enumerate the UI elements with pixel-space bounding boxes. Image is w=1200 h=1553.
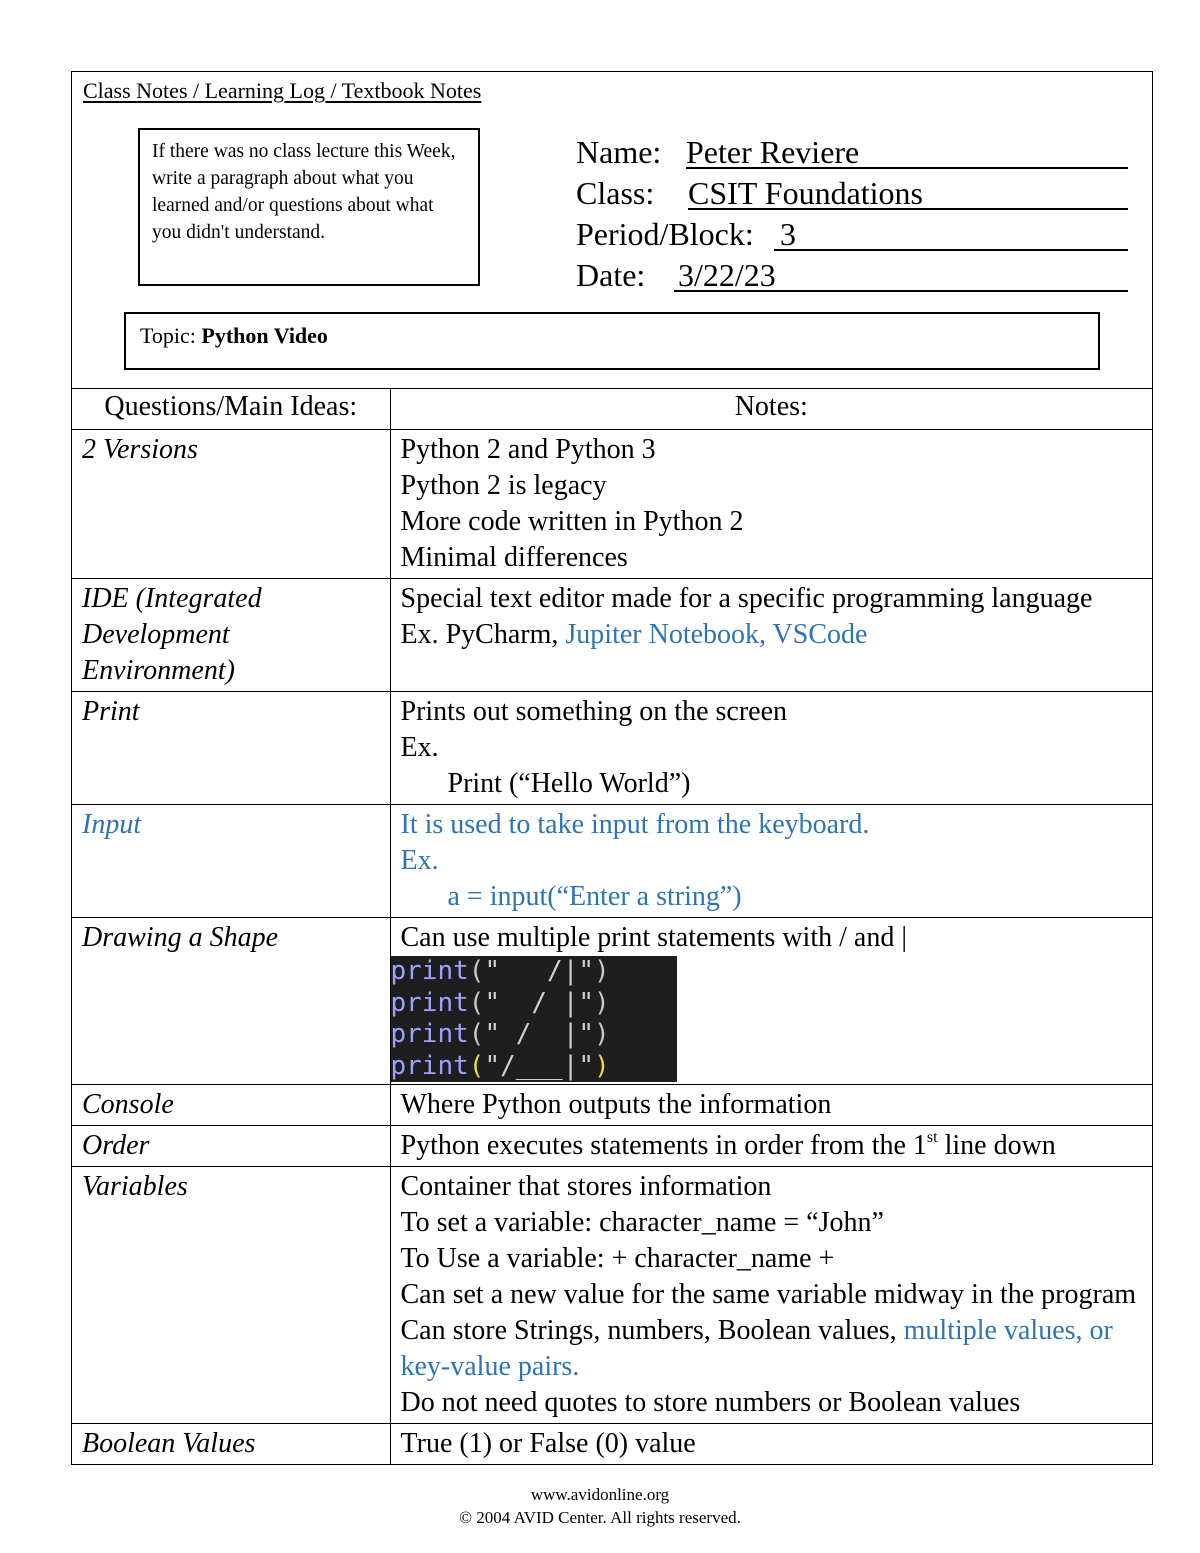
note-line: Can set a new value for the same variable midway in the program: [400, 1279, 1137, 1310]
note-line: Container that stores information: [400, 1171, 772, 1202]
table-row: [72, 805, 1152, 918]
name-row: [576, 132, 1128, 173]
code-screenshot: [391, 956, 677, 1082]
instruction-box: If there was no class lecture this Week, write a paragraph about what you learned and/or questions about what you didn't understand.: [138, 128, 480, 286]
notes-cell: [390, 579, 1152, 692]
sheet-header: [72, 72, 1152, 389]
note-line: Ex.: [400, 845, 439, 876]
note-line: [401, 617, 1143, 653]
note-line: Minimal differences: [400, 542, 628, 573]
footer-url: www.avidonline.org: [530, 1485, 670, 1504]
name-label: Name:: [576, 134, 662, 170]
code-line: print(" / |"): [390, 987, 610, 1018]
notes-column-header: Notes:: [390, 389, 1152, 430]
note-line: Can use multiple print statements with / and |: [400, 922, 907, 953]
period-value: 3: [780, 216, 796, 252]
notes-cell: [390, 1167, 1152, 1424]
table-row: [72, 579, 1152, 692]
table-row: [72, 1126, 1152, 1167]
table-row: [72, 1085, 1152, 1126]
class-label: Class:: [576, 175, 655, 211]
note-line: It is used to take input from the keyboard.: [400, 809, 870, 840]
code-line: print(" /|"): [390, 956, 610, 986]
questions-column-header: Questions/Main Ideas:: [72, 389, 390, 430]
note-line: Where Python outputs the information: [400, 1089, 832, 1120]
period-label: Period/Block:: [576, 216, 754, 252]
topic-label: Topic:: [140, 323, 196, 348]
date-row: [576, 255, 1128, 296]
note-line: Python 2 and Python 3: [400, 434, 656, 465]
code-line: print("/___|"): [390, 1050, 610, 1081]
main-idea-cell: Print: [72, 692, 390, 805]
class-underline: [688, 208, 1128, 210]
superscript: st: [926, 1128, 938, 1146]
name-value: Peter Reviere: [686, 134, 860, 170]
notes-cell: [390, 805, 1152, 918]
date-underline: [674, 290, 1128, 292]
notes-cell: [390, 1126, 1152, 1167]
note-line: a = input(“Enter a string”): [447, 881, 742, 912]
table-row: [72, 1167, 1152, 1424]
notes-table: [72, 389, 1152, 1464]
note-line: Can store Strings, numbers, Boolean values, multiple values, or key-value pairs.: [400, 1315, 1113, 1382]
main-idea-cell: Boolean Values: [72, 1424, 390, 1465]
notes-sheet: [71, 71, 1153, 1465]
main-idea-cell: Order: [72, 1126, 390, 1167]
note-line: Python executes statements in order from the 1st line down: [400, 1128, 1056, 1161]
table-row: [72, 1424, 1152, 1465]
student-info: [576, 132, 1128, 296]
note-line: To Use a variable: + character_name +: [400, 1243, 835, 1274]
code-line: print(" / |"): [390, 1019, 610, 1049]
footer-copyright: © 2004 AVID Center. All rights reserved.: [459, 1508, 741, 1527]
period-row: [576, 214, 1128, 255]
note-line: To set a variable: character_name = “John”: [400, 1207, 884, 1238]
notes-cell: [390, 1085, 1152, 1126]
class-value: CSIT Foundations: [688, 175, 923, 211]
page-footer: [0, 1483, 1200, 1529]
date-value: 3/22/23: [678, 257, 776, 293]
note-line: Prints out something on the screen: [400, 696, 788, 727]
note-line: More code written in Python 2: [400, 506, 744, 537]
period-underline: [774, 249, 1128, 251]
note-line: Ex.: [400, 732, 439, 763]
table-header-row: [72, 389, 1152, 430]
note-line: Print (“Hello World”): [447, 768, 691, 799]
date-label: Date:: [576, 257, 646, 293]
name-underline: [686, 167, 1128, 169]
topic-box: [124, 312, 1100, 370]
main-idea-cell: 2 Versions: [72, 430, 390, 579]
table-row: [72, 918, 1152, 1085]
main-idea-cell: Input: [72, 805, 390, 918]
topic-value: Python Video: [201, 323, 328, 348]
main-idea-cell: Console: [72, 1085, 390, 1126]
notes-cell: [390, 918, 1152, 1085]
table-row: [72, 430, 1152, 579]
note-line: True (1) or False (0) value: [400, 1428, 696, 1459]
notes-cell: [390, 692, 1152, 805]
notes-cell: [390, 430, 1152, 579]
class-row: [576, 173, 1128, 214]
note-line: Do not need quotes to store numbers or Boolean values: [400, 1387, 1021, 1418]
sheet-title: Class Notes / Learning Log / Textbook Notes: [83, 78, 482, 103]
note-line: Python 2 is legacy: [400, 470, 607, 501]
main-idea-cell: Variables: [72, 1167, 390, 1424]
table-row: [72, 692, 1152, 805]
notes-cell: [390, 1424, 1152, 1465]
note-line: Special text editor made for a specific programming language: [400, 583, 1093, 614]
main-idea-cell: IDE (Integrated Development Environment): [72, 579, 390, 692]
main-idea-cell: Drawing a Shape: [72, 918, 390, 1085]
note-text-blue: multiple values, or key-value pairs.: [400, 1315, 1113, 1382]
note-text-blue: Jupiter Notebook, VSCode: [565, 619, 868, 650]
note-text: Ex. PyCharm,: [400, 619, 559, 650]
